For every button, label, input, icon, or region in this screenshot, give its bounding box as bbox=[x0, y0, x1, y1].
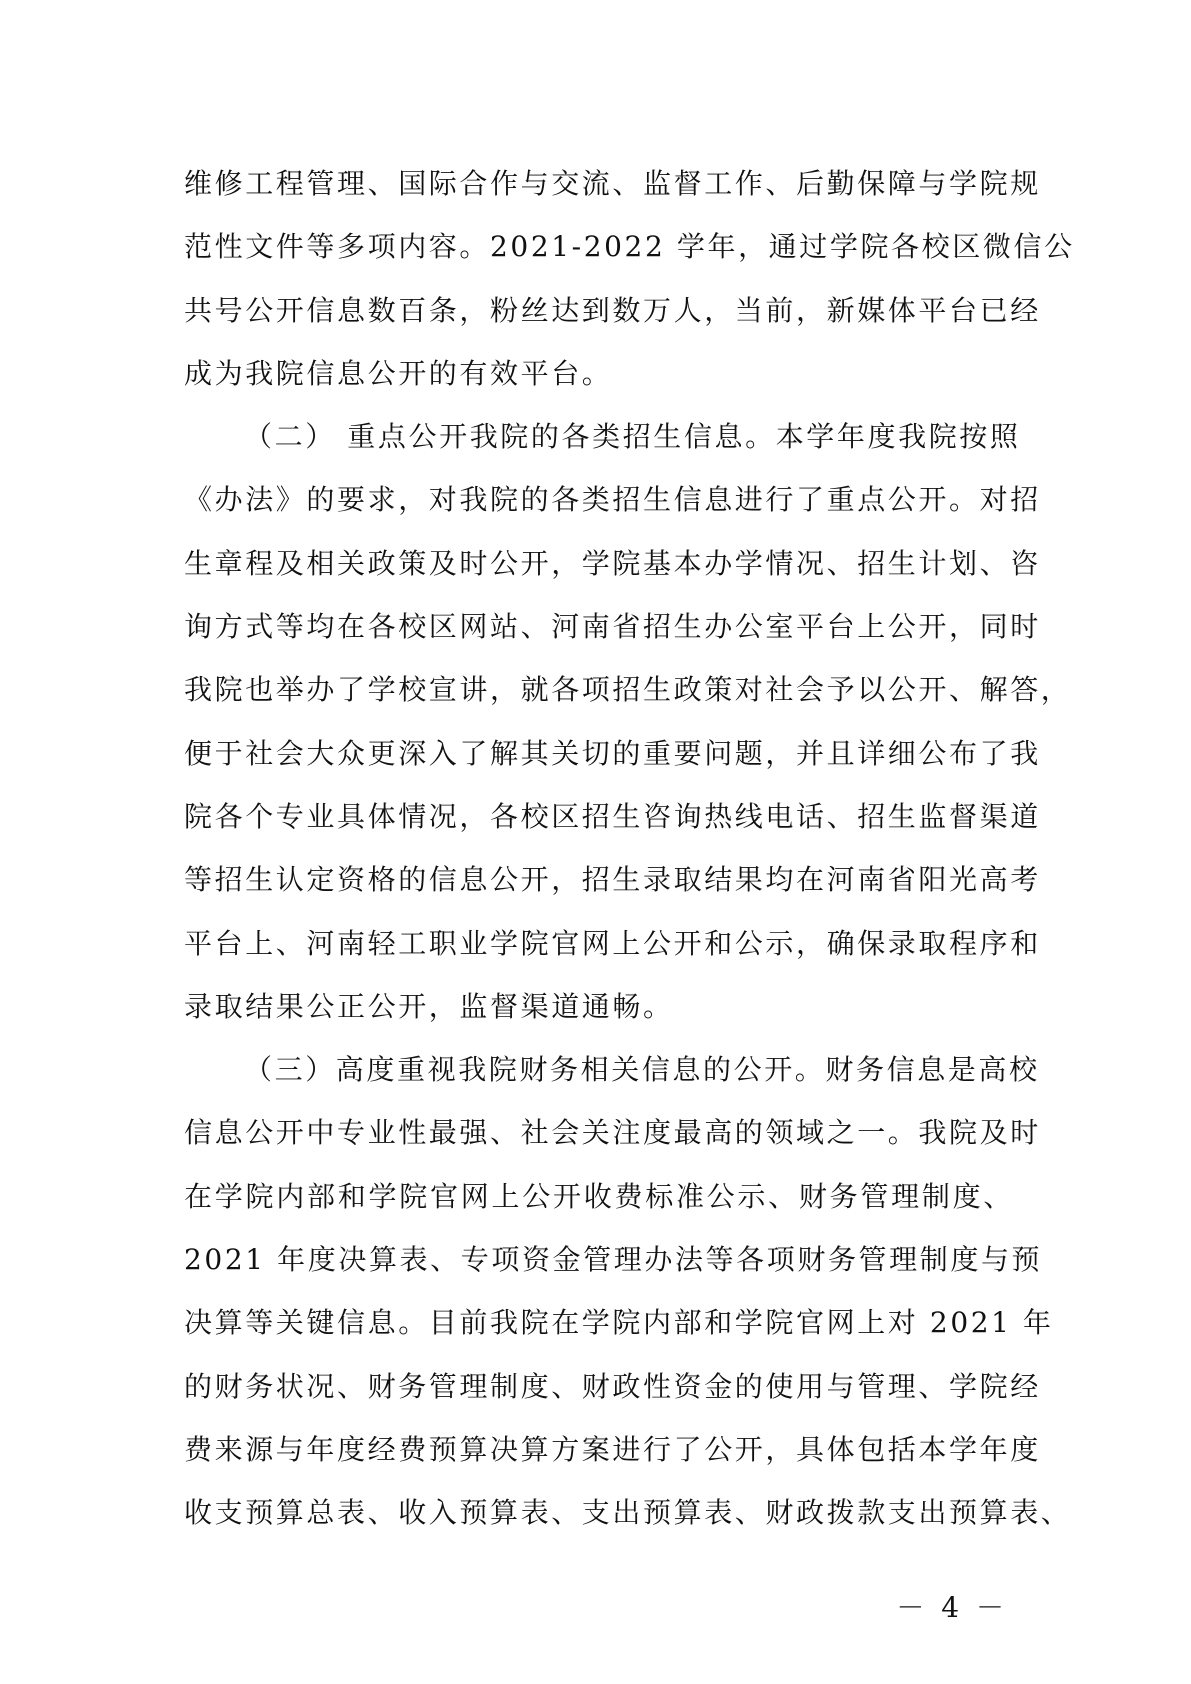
text-line: 便于社会大众更深入了解其关切的重要问题，并且详细公布了我 bbox=[184, 736, 1041, 770]
text-line: 平台上、河南轻工职业学院官网上公开和公示，确保录取程序和 bbox=[184, 926, 1041, 960]
page-number: － 4 － bbox=[896, 1591, 1008, 1624]
text-line: 我院也举办了学校宣讲，就各项招生政策对社会予以公开、解答， bbox=[184, 673, 1072, 707]
text-line: （二） 重点公开我院的各类招生信息。本学年度我院按照 bbox=[244, 420, 1021, 454]
text-line: 在学院内部和学院官网上公开收费标准公示、财务管理制度、 bbox=[184, 1179, 1014, 1213]
text-line: （三）高度重视我院财务相关信息的公开。财务信息是高校 bbox=[244, 1053, 1040, 1087]
text-line: 录取结果公正公开，监督渠道通畅。 bbox=[184, 989, 674, 1023]
text-line: 决算等关键信息。目前我院在学院内部和学院官网上对 2021 年 bbox=[184, 1306, 1054, 1340]
text-line: 成为我院信息公开的有效平台。 bbox=[184, 356, 613, 390]
text-line: 院各个专业具体情况，各校区招生咨询热线电话、招生监督渠道 bbox=[184, 799, 1041, 833]
text-line: 2021 年度决算表、专项资金管理办法等各项财务管理制度与预 bbox=[184, 1243, 1043, 1277]
paragraph-2-admissions bbox=[184, 405, 1072, 1038]
text-line: 共号公开信息数百条，粉丝达到数万人，当前，新媒体平台已经 bbox=[184, 293, 1041, 327]
text-line: 信息公开中专业性最强、社会关注度最高的领域之一。我院及时 bbox=[184, 1116, 1041, 1150]
paragraph-3-finance bbox=[184, 1038, 1072, 1544]
text-line: 生章程及相关政策及时公开，学院基本办学情况、招生计划、咨 bbox=[184, 546, 1041, 580]
text-line: 等招生认定资格的信息公开，招生录取结果均在河南省阳光高考 bbox=[184, 863, 1041, 897]
text-line: 询方式等均在各校区网站、河南省招生办公室平台上公开，同时 bbox=[184, 610, 1041, 644]
text-line: 费来源与年度经费预算决算方案进行了公开，具体包括本学年度 bbox=[184, 1432, 1041, 1466]
text-line: 《办法》的要求，对我院的各类招生信息进行了重点公开。对招 bbox=[184, 483, 1041, 517]
paragraph-1 bbox=[184, 152, 1075, 405]
text-line: 收支预算总表、收入预算表、支出预算表、财政拨款支出预算表、 bbox=[184, 1496, 1072, 1530]
text-line: 范性文件等多项内容。2021-2022 学年，通过学院各校区微信公 bbox=[184, 230, 1075, 264]
text-line: 维修工程管理、国际合作与交流、监督工作、后勤保障与学院规 bbox=[184, 167, 1041, 200]
text-line: 的财务状况、财务管理制度、财政性资金的使用与管理、学院经 bbox=[184, 1369, 1041, 1403]
document-body bbox=[184, 152, 1075, 1545]
